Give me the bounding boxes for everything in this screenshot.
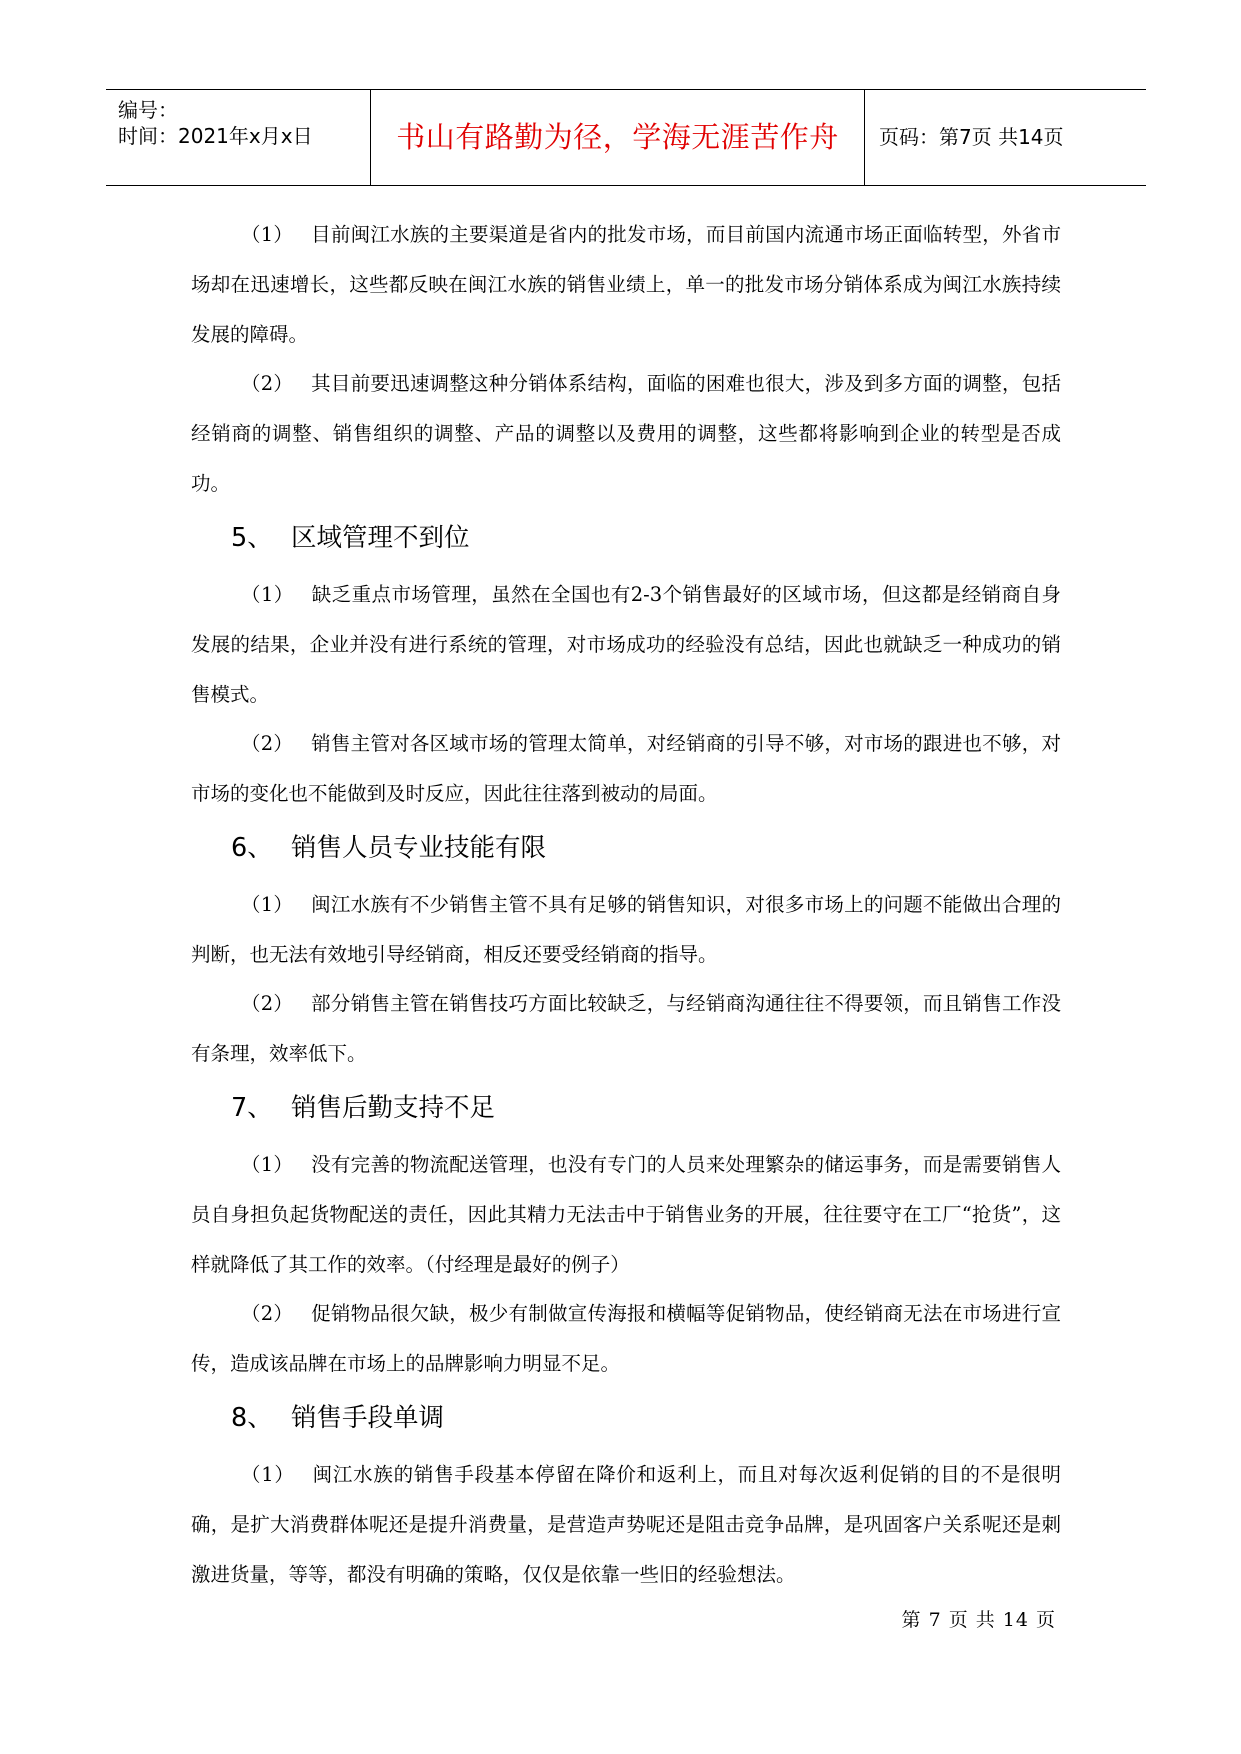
body-paragraph [191,880,1061,980]
paragraph-number: （2） [241,732,294,755]
body-paragraph [191,979,1061,1079]
time-label: 时间：2021年x月x日 [118,124,313,148]
body-paragraph [191,210,1061,360]
section-heading [191,823,1061,873]
paragraph-text: 部分销售主管在销售技巧方面比较缺乏，与经销商沟通往往不得要领，而且销售工作没有条理，效率低下。 [191,992,1061,1065]
paragraph-number: （1） [241,1153,294,1176]
body-paragraph [191,719,1061,819]
document-body [191,210,1061,1599]
paragraph-text: 其目前要迅速调整这种分销体系结构，面临的困难也很大，涉及到多方面的调整，包括经销商的调整、销售组织的调整、产品的调整以及费用的调整，这些都将影响到企业的转型是否成功。 [191,372,1061,495]
paragraph-text: 销售主管对各区域市场的管理太简单，对经销商的引导不够，对市场的跟进也不够，对市场的变化也不能做到及时反应，因此往往落到被动的局面。 [191,732,1061,805]
section-heading-number: 7、 [231,1093,273,1123]
section-heading-number: 8、 [231,1403,273,1433]
paragraph-number: （2） [241,372,294,395]
paragraph-text: 没有完善的物流配送管理，也没有专门的人员来处理繁杂的储运事务，而是需要销售人员自身担负起货物配送的责任，因此其精力无法击中于销售业务的开展，往往要守在工厂“抢货”，这样就降低了其工作的效率。（付经理是最好的例子） [191,1153,1061,1276]
body-paragraph [191,570,1061,720]
header-motto-cell [371,90,865,185]
paragraph-number: （1） [241,893,294,916]
header-page-info: 页码：第7页 共14页 [879,125,1064,149]
section-heading-text: 销售人员专业技能有限 [291,833,547,863]
paragraph-text: 闽江水族有不少销售主管不具有足够的销售知识，对很多市场上的问题不能做出合理的判断，也无法有效地引导经销商，相反还要受经销商的指导。 [191,893,1061,966]
section-heading-text: 销售后勤支持不足 [291,1093,496,1123]
paragraph-number: （1） [241,223,294,246]
paragraph-text: 缺乏重点市场管理，虽然在全国也有2-3个销售最好的区域市场，但这都是经销商自身发展的结果，企业并没有进行系统的管理，对市场成功的经验没有总结，因此也就缺乏一种成功的销售模式。 [191,583,1061,706]
header-motto: 书山有路勤为径，学海无涯苦作舟 [396,120,839,154]
paragraph-number: （1） [241,583,294,606]
paragraph-text: 目前闽江水族的主要渠道是省内的批发市场，而目前国内流通市场正面临转型，外省市场却在迅速增长，这些都反映在闽江水族的销售业绩上，单一的批发市场分销体系成为闽江水族持续发展的障碍。 [191,223,1061,346]
section-heading [191,513,1061,563]
page-footer: 第 7 页 共 14 页 [901,1609,1056,1631]
paragraph-text: 闽江水族的销售手段基本停留在降价和返利上，而且对每次返利促销的目的不是很明确，是扩大消费群体呢还是提升消费量，是营造声势呢还是阻击竞争品牌，是巩固客户关系呢还是刺激进货量，等等，都没有明确的策略，仅仅是依靠一些旧的经验想法。 [191,1463,1061,1586]
paragraph-number: （2） [241,992,294,1015]
paragraph-text: 促销物品很欠缺，极少有制做宣传海报和横幅等促销物品，使经销商无法在市场进行宣传，造成该品牌在市场上的品牌影响力明显不足。 [191,1302,1061,1375]
section-heading-number: 6、 [231,833,273,863]
paragraph-number: （2） [241,1302,294,1325]
body-paragraph [191,359,1061,509]
body-paragraph [191,1140,1061,1290]
section-heading-text: 销售手段单调 [291,1403,445,1433]
section-heading-number: 5、 [231,523,273,553]
body-paragraph [191,1450,1061,1600]
section-heading [191,1083,1061,1133]
header-meta [106,90,371,185]
paragraph-number: （1） [241,1463,295,1486]
body-paragraph [191,1289,1061,1389]
serial-number-label: 编号： [118,98,178,122]
page-header [106,89,1146,186]
section-heading-text: 区域管理不到位 [291,523,470,553]
section-heading [191,1393,1061,1443]
